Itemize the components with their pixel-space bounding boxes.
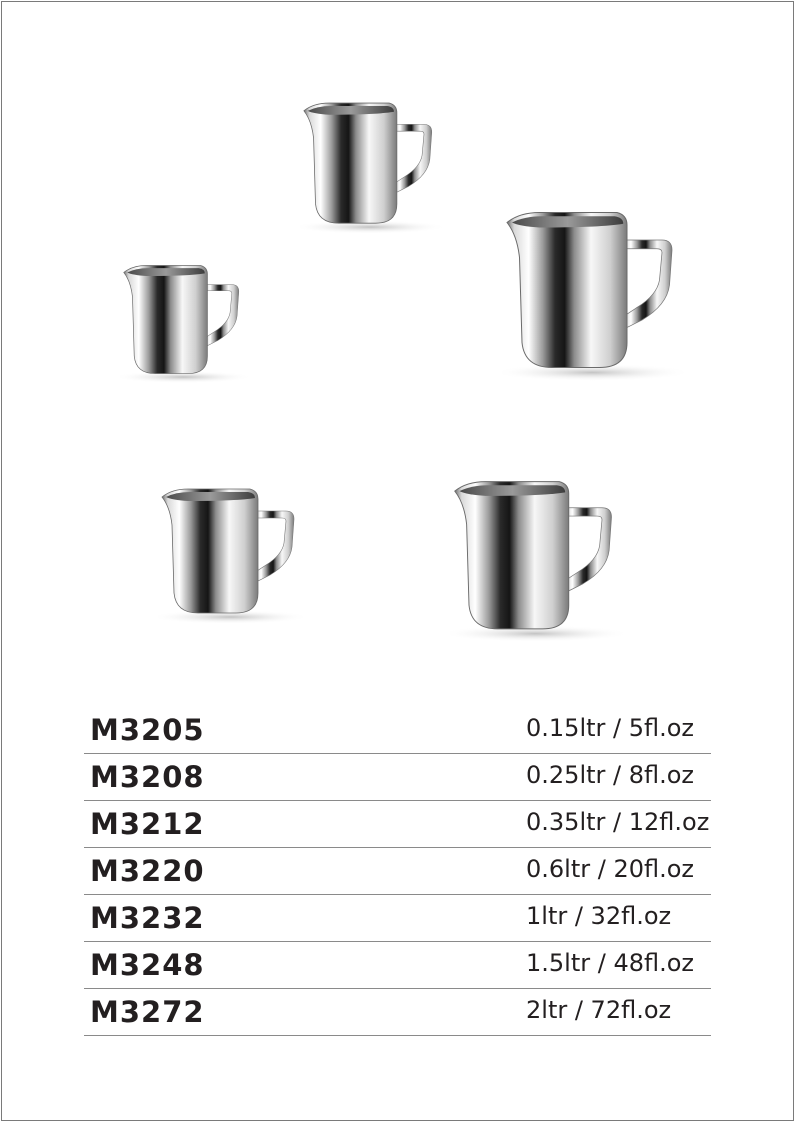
spec-row — [84, 754, 711, 801]
product-capacity: 1.5ltr / 48fl.oz — [526, 949, 695, 977]
product-code: M3212 — [90, 807, 205, 841]
product-code: M3220 — [90, 854, 205, 888]
product-capacity: 0.25ltr / 8fl.oz — [526, 761, 695, 789]
spec-row — [84, 942, 711, 989]
product-capacity: 0.15ltr / 5fl.oz — [526, 714, 695, 742]
pitcher-image-bottom-left — [158, 484, 318, 626]
product-code: M3208 — [90, 760, 205, 794]
spec-table — [84, 707, 711, 1036]
product-capacity: 0.35ltr / 12fl.oz — [526, 808, 710, 836]
product-capacity: 1ltr / 32fl.oz — [526, 902, 672, 930]
spec-row — [84, 848, 711, 895]
product-code: M3272 — [90, 995, 205, 1029]
pitcher-image-left — [120, 262, 260, 384]
spec-row — [84, 707, 711, 754]
spec-row — [84, 989, 711, 1036]
pitcher-image-top — [300, 98, 455, 236]
product-capacity: 0.6ltr / 20fl.oz — [526, 855, 695, 883]
product-code: M3232 — [90, 901, 205, 935]
product-code: M3248 — [90, 948, 205, 982]
pitcher-image-bottom-right — [450, 475, 640, 645]
product-capacity: 2ltr / 72fl.oz — [526, 996, 672, 1024]
spec-row — [84, 801, 711, 848]
pitcher-image-right — [502, 205, 702, 385]
product-code: M3205 — [90, 713, 205, 747]
spec-row — [84, 895, 711, 942]
